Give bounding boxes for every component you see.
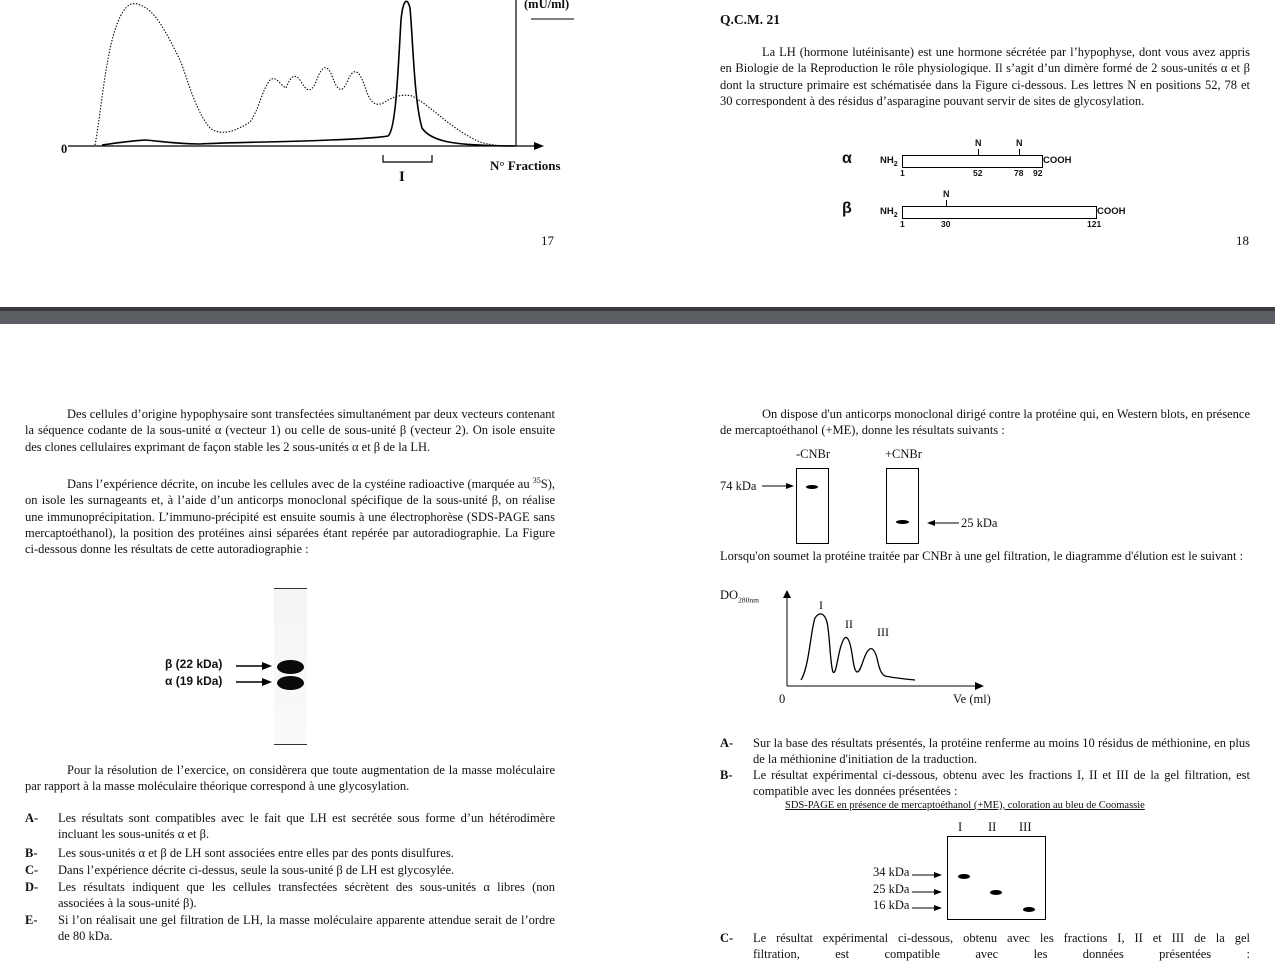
gel-top-line: [274, 588, 307, 589]
marker-25-label: 25 kDa: [961, 516, 998, 530]
p20-gelfilt-text: Lorsqu'on soumet la protéine traitée par CNBr à une gel filtration, le diagramme d'élution est le suivant :: [720, 549, 1244, 563]
p20-option-B[interactable]: [720, 767, 1250, 799]
alpha-cooh: COOH: [1043, 155, 1072, 166]
gf-ve-label: Ve (ml): [953, 692, 991, 706]
x-axis-arrow: [534, 142, 544, 150]
alpha-pos-1: 1: [900, 168, 905, 178]
gf-x-arrow: [975, 682, 984, 690]
alpha-pos-52: 52: [973, 168, 983, 178]
sds-arrow-34-head: [934, 872, 942, 878]
band-alpha: [277, 676, 304, 690]
p20-option-C[interactable]: [720, 930, 1250, 961]
p19-option-B-letter: B-: [25, 846, 38, 860]
band-beta-label: β (22 kDa): [165, 657, 223, 671]
p19-option-E[interactable]: [25, 912, 555, 944]
peak-II: II: [845, 617, 853, 631]
alpha-symbol: α: [842, 150, 852, 167]
p20-option-B-text: Le résultat expérimental ci-dessous, obtenu avec les fractions I, II et III de la gel filtration, est compatible avec les données présentées :: [753, 768, 1250, 798]
do-subscript: 280nm: [738, 595, 759, 605]
sds-marker-25: 25 kDa: [873, 882, 910, 896]
beta-tick-30: [946, 200, 947, 206]
unit-label: (mU/ml): [524, 0, 570, 11]
do-label: [720, 588, 759, 605]
peak-I: I: [819, 598, 823, 612]
arrow-25-head: [927, 520, 935, 526]
p19-option-A-letter: A-: [25, 811, 39, 825]
arrow-74-head: [786, 483, 794, 489]
band-beta: [277, 660, 304, 674]
beta-pos-30: 30: [941, 219, 951, 229]
alpha-tick-78: [1019, 149, 1020, 155]
p19-para2: Dans l’expérience décrite, on incube les cellules avec de la cystéine radioactive (marquée au $^{35}$S), on isole les surnageants et, à l’aide d’un anticorps monoclonal spécifique de la sous-unité β, on réalise une immunoprécipitation. L’immuno-précipité est ensuite soumis à une électrophorèse (SDS-PAGE sans mercaptoéthanol), la position des protéines ainsi séparées étant repérée par autoradiographie. La Figure ci-dessous donne les résultats de cette autoradiographie :: [25, 476, 555, 557]
beta-pos-1: 1: [900, 219, 905, 229]
fraction-label: I: [399, 169, 405, 185]
p20-option-B-letter: B-: [720, 768, 733, 782]
p20-option-A-letter: A-: [720, 736, 734, 750]
alpha-nh2: [880, 155, 898, 168]
p20-option-A[interactable]: [720, 735, 1250, 767]
sds-gel: [947, 836, 1046, 920]
sds-caption: SDS-PAGE en présence de mercaptoéthanol (+ME), coloration au bleu de Coomassie: [785, 800, 1145, 811]
zero-label: 0: [61, 142, 68, 156]
sds-marker-arrows: [912, 868, 946, 916]
gel-bottom-line: [274, 744, 307, 745]
gel-filtration-diagram: [775, 588, 995, 698]
p19-option-E-letter: E-: [25, 913, 38, 927]
p20-option-C-letter: C-: [720, 931, 734, 945]
gf-y-arrow: [783, 590, 791, 598]
p19-para3: Pour la résolution de l’exercice, on considèrera que toute augmentation de la masse moléculaire par rapport à la masse moléculaire théorique correspond à une glycosylation.: [25, 763, 555, 794]
p19-option-A[interactable]: [25, 810, 555, 842]
gf-curve: [801, 614, 915, 680]
gf-zero: 0: [779, 692, 786, 706]
qcm-heading: Q.C.M. 21: [720, 12, 780, 27]
beta-n-30: N: [943, 189, 950, 199]
alpha-n-52: N: [975, 138, 982, 148]
sds-marker-16: 16 kDa: [873, 898, 910, 912]
sds-lane-II: II: [988, 820, 997, 834]
alpha-pos-78: 78: [1014, 168, 1024, 178]
beta-symbol: β: [842, 200, 852, 217]
p20-option-A-text: Sur la base des résultats présentés, la protéine renferme au moins 10 résidus de méthionine, en plus de la méthionine d'initiation de la traduction.: [753, 736, 1250, 766]
alpha-pos-92: 92: [1033, 168, 1043, 178]
sds-band-lane3: [1023, 907, 1035, 912]
beta-chain: [902, 206, 1097, 219]
solid-curve: [102, 1, 515, 146]
p19-option-B-text: Les sous-unités α et β de LH sont associées entre elles par des ponts disulfures.: [58, 846, 454, 860]
band-alpha-label: α (19 kDa): [165, 674, 223, 688]
beta-nh2-text: $NH_2$: [880, 206, 898, 219]
beta-pos-121: 121: [1087, 219, 1102, 229]
p20-option-C-line1: Le résultat expérimental ci-dessous, obtenu avec les fractions I, II et III de la gel: [753, 931, 1250, 945]
p19-para1: Des cellules d’origine hypophysaire sont transfectées simultanément par deux vecteurs contenant la séquence codante de la sous-unité α (vecteur 1) ou celle de sous-unité β (vecteur 2). On isole ensuite des clones cellulaires exprimant de façon stable les 2 sous-unités α et β de la LH.: [25, 407, 555, 454]
p19-option-D[interactable]: [25, 879, 555, 911]
lane-minus-label: -CNBr: [796, 447, 831, 461]
beta-nh2: [880, 206, 898, 219]
alpha-nh2-text: $NH_2$: [880, 155, 898, 168]
p19-option-C[interactable]: [25, 862, 555, 878]
alpha-tick-52: [978, 149, 979, 155]
sds-band-lane2: [990, 890, 1002, 895]
p19-option-C-letter: C-: [25, 863, 39, 877]
sds-lane-III: III: [1019, 820, 1032, 834]
page-number-17: 17: [541, 233, 554, 248]
arrow-alpha-head: [262, 678, 272, 686]
sds-lane-I: I: [958, 820, 963, 834]
sds-band-lane1: [958, 874, 970, 879]
sds-arrow-16-head: [934, 905, 942, 911]
sds-arrow-25-head: [934, 889, 942, 895]
page-number-18: 18: [1236, 233, 1249, 248]
alpha-n-78: N: [1016, 138, 1023, 148]
band-arrows: [234, 660, 274, 690]
dotted-curve: [95, 4, 510, 146]
peak-III: III: [877, 625, 889, 639]
p20-option-C-text: [753, 930, 1250, 962]
sds-marker-34: 34 kDa: [873, 865, 910, 879]
marker-74-label: 74 kDa: [720, 479, 757, 493]
fraction-bracket: [383, 155, 432, 162]
page-separator: [0, 307, 1275, 324]
p20-intro: On dispose d'un anticorps monoclonal dirigé contre la protéine qui, en Western blots, en présence de mercaptoéthanol (+ME), donne les résultats suivants :: [720, 407, 1250, 438]
autoradiography-gel: [274, 588, 307, 745]
beta-cooh: COOH: [1097, 206, 1126, 217]
p19-option-A-text: Les résultats sont compatibles avec le fait que LH est secrétée sous forme d’un hétérodimère incluant les sous-unités α et β.: [58, 811, 555, 841]
alpha-chain: [902, 155, 1043, 168]
do-text: DO: [720, 588, 739, 602]
p19-option-C-text: Dans l’expérience décrite ci-dessus, seule la sous-unité β de LH est glycosylée.: [58, 863, 455, 877]
arrow-beta-head: [262, 662, 272, 670]
p19-option-B[interactable]: [25, 845, 555, 861]
p19-option-E-text: Si l’on réalisait une gel filtration de LH, la masse moléculaire apparente attendue serait de l’ordre de 80 kDa.: [58, 913, 555, 943]
x-axis-label: N° Fractions: [490, 158, 561, 173]
p19-option-D-letter: D-: [25, 880, 39, 894]
qcm-intro: La LH (hormone lutéinisante) est une hormone sécrétée par l’hypophyse, dont vous avez appris en Biologie de la Reproduction le rôle physiologique. Il s’agit d’un dimère formé de 2 sous-unités α et β dont la structure primaire est schématisée dans la Figure ci-dessous. Les lettres N en positions 52, 78 et 30 correspondent à des résidus d’asparagine pouvant servir de sites de glycosylation.: [720, 45, 1250, 108]
p20-option-C-line2: filtration, est compatible avec les données présentées :: [753, 947, 1250, 961]
p19-option-D-text: Les résultats indiquent que les cellules transfectées sécrètent des sous-unités α libres (non associées à la sous-unité β).: [58, 880, 555, 910]
lane-plus-label: +CNBr: [885, 447, 922, 461]
